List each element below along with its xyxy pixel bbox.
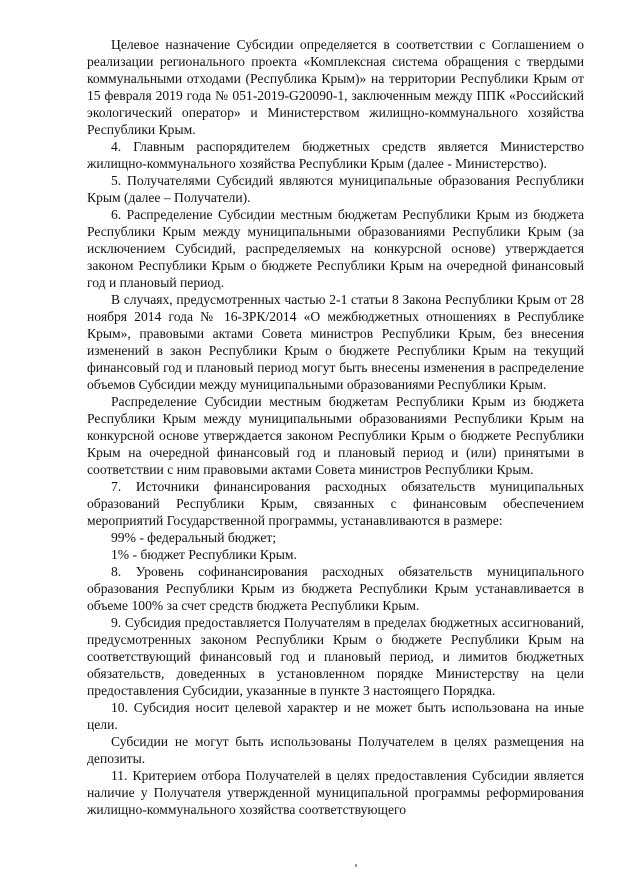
paragraph-regional-share: 1% - бюджет Республики Крым. <box>111 547 297 562</box>
paragraph-item-5: 5. Получателями Субсидий являются муниципальные образования Республики Крым (далее – Получатели). <box>87 173 584 205</box>
paragraph-deposits: Субсидии не могут быть использованы Получателем в целях размещения на депозиты. <box>87 734 584 766</box>
scan-speck <box>355 864 357 867</box>
paragraph-item-11: 11. Критерием отбора Получателей в целях предоставления Субсидии является наличие у Получателя утвержденной муниципальной программы реформирования жилищно-коммунального хозяйства соответствующего <box>87 768 584 817</box>
paragraph-item-6-cases: В случаях, предусмотренных частью 2-1 статьи 8 Закона Республики Крым от 28 ноября 2014 года № 16-ЗРК/2014 «О межбюджетных отношениях в Республике Крым», правовыми актами Совета министров Республики Крым, без внесения изменений в закон Республики Крым о бюджете Республики Крым на текущий финансовый год и плановый период могут быть внесены изменения в распределение объемов Субсидии между муниципальными образованиями Республики Крым. <box>87 292 584 392</box>
paragraph-item-8: 8. Уровень софинансирования расходных обязательств муниципального образования Республики Крым из бюджета Республики Крым устанавливается в объеме 100% за счет средств бюджета Республики Крым. <box>87 564 584 613</box>
paragraph-federal-share: 99% - федеральный бюджет; <box>111 530 277 545</box>
paragraph-item-6: 6. Распределение Субсидии местным бюджетам Республики Крым из бюджета Республики Крым между муниципальными образованиями Республики Крым (за исключением Субсидий, распределяемых на конкурсной основе) утверждается законом Республики Крым о бюджете Республики Крым на очередной финансовый год и плановый период. <box>87 207 584 290</box>
paragraph-item-6-competitive: Распределение Субсидии местным бюджетам Республики Крым из бюджета Республики Крым между муниципальными образованиями Республики Крым на конкурсной основе утверждается законом Республики Крым о бюджете Республики Крым на очередной финансовый год и плановый период и (или) принятыми в соответствии с ним правовыми актами Совета министров Республики Крым. <box>87 394 584 477</box>
paragraph-item-4: 4. Главным распорядителем бюджетных средств является Министерство жилищно-коммунального хозяйства Республики Крым (далее - Министерство). <box>87 139 584 171</box>
paragraph-item-7: 7. Источники финансирования расходных обязательств муниципальных образований Республики Крым, связанных с финансовым обеспечением мероприятий Государственной программы, устанавливаются в размере: <box>87 479 584 528</box>
paragraph-item-10: 10. Субсидия носит целевой характер и не может быть использована на иные цели. <box>87 700 584 732</box>
document-page <box>87 36 584 818</box>
paragraph-item-9: 9. Субсидия предоставляется Получателям в пределах бюджетных ассигнований, предусмотренных законом Республики Крым о бюджете Республики Крым на соответствующий финансовый год и плановый период, и лимитов бюджетных обязательств, доведенных в установленном порядке Министерству на цели предоставления Субсидии, указанные в пункте 3 настоящего Порядка. <box>87 615 584 698</box>
paragraph-target-purpose: Целевое назначение Субсидии определяется в соответствии с Соглашением о реализации регионального проекта «Комплексная система обращения с твердыми коммунальными отходами (Республика Крым)» на территории Республики Крым от 15 февраля 2019 года № 051-2019-G20090-1, заключенным между ППК «Российский экологический оператор» и Министерством жилищно-коммунального хозяйства Республики Крым. <box>87 37 584 137</box>
